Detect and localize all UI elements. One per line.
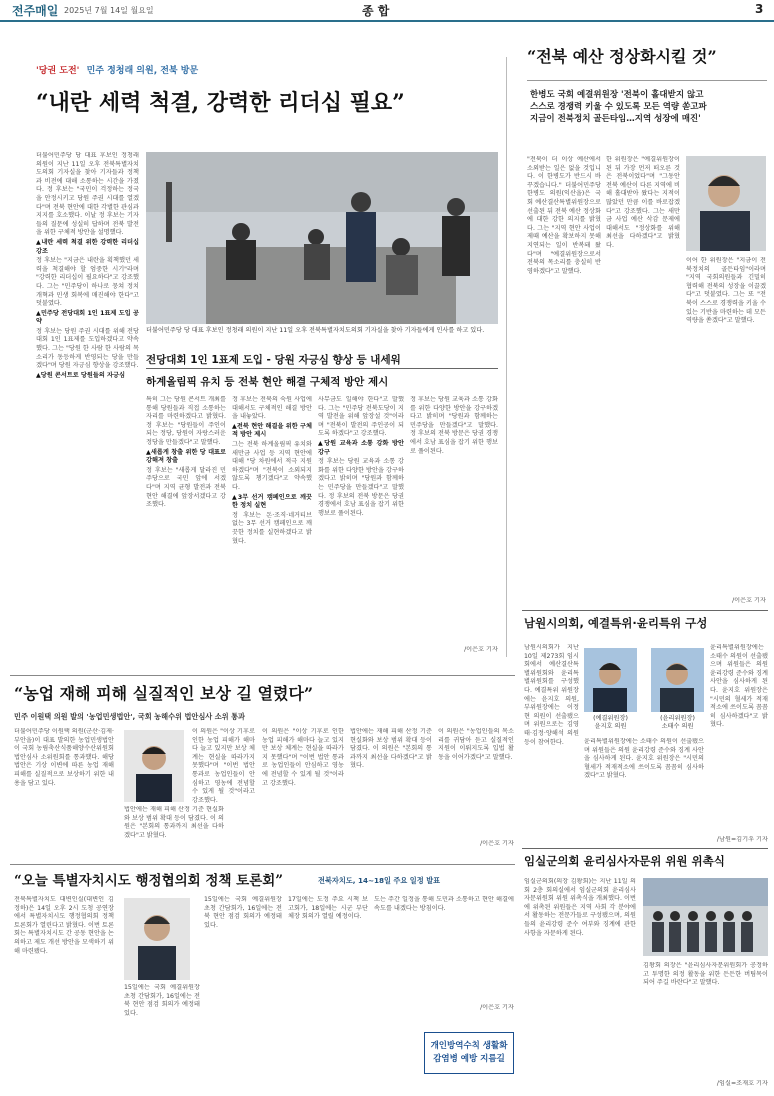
story-col-2: 윤리특별위원장에는 소태수 의원이 선출됐으며 위원들은 의원 윤리강령 준수와 징계 사안을 심사하게 된다. 윤지호 위원장은 "시민의 혈세가 적재적소에 쓰이도록 꼼꼼히 심사하겠다"고 밝혔다. bbox=[710, 644, 768, 729]
story-col-2: 김왕회 의장은 "윤리심사자문위원회가 공정하고 투명한 의정 활동을 위한 든든한 버팀목이 되어 주길 바란다"고 말했다. bbox=[643, 962, 768, 987]
portrait-photo bbox=[584, 648, 637, 712]
portrait-photo bbox=[124, 898, 190, 980]
subhead: ▲민주당 전당대회 1인 1표제 도입 공약 bbox=[36, 309, 139, 326]
story-deck: 민주 이원택 의원 발의 '농업민생법안', 국회 농해수위 법안심사 소위 통과 bbox=[14, 712, 246, 721]
story-col-4: 17일에는 도정 주요 시책 보고회가, 18일에는 시군 부단체장 회의가 열릴 예정이다. bbox=[288, 896, 368, 921]
byline: /이은호 기자 bbox=[732, 597, 766, 604]
story-headline: “농업 재해 피해 실질적인 보상 길 열렸다” bbox=[14, 684, 314, 703]
story-headline: “내란 세력 척결, 강력한 리더십 필요” bbox=[36, 90, 405, 116]
story-col-4: 사무금도 일해야 한다"고 말했다. 그는 "민주당 전북도당이 지역 발전을 위해 앞장설 것"이라며 "전북이 발전의 주인공이 되도록 하겠다"고 강조했다. ▲당원 교육과 소통 강화 방안 강구 정 후보는 당원 교육과 소통 강화를 위한 다양한 방안을 강구하겠다고 밝히며 "당원과 함께하는 민주당을 만들겠다"고 말했다. 정 후보의 전북 방문은 당권 경쟁에서 호남 표심을 잡기 위한 행보로 풀이된다. bbox=[318, 396, 404, 517]
group-photo bbox=[643, 878, 768, 956]
story-col-1: 남원시의회가 지난 10일 제273회 임시회에서 예산결산특별위원회와 윤리특별위원회를 구성했다. 예결특위 위원장에는 윤지호 의원, 부위원장에는 이정현 의원이 선출됐으며 위원으로는 김영태·김정·양해석 의원 등이 참여한다. bbox=[524, 644, 579, 746]
ad-line-1: 개인방역수칙 생활화 bbox=[430, 1041, 508, 1051]
subhead: ▲3무 선거 캠페인으로 깨끗한 정치 실현 bbox=[232, 493, 312, 510]
story-headline: “전북 예산 정상화시킬 것” bbox=[527, 47, 717, 66]
byline: /남원=김기우 기자 bbox=[716, 836, 768, 843]
section-title: 종 합 bbox=[362, 4, 390, 18]
subhead: ▲당원 교육과 소통 강화 방안 강구 bbox=[318, 439, 404, 456]
divider bbox=[522, 848, 768, 849]
meeting-photo bbox=[146, 152, 498, 324]
story-col-1: "전북이 더 이상 예산에서 소외받는 일은 없을 것입니다. 이 한병도가 반드시 바꾸겠습니다." 더불어민주당 한병도 의원(익산을)은 국회 예산결산특별위원장으로 선출된 뒤 전북 예산 정상화에 대한 강한 의지를 밝혔다. 그는 "지역 현안 사업이 제때 예산을 확보하지 못해 지연되는 일이 반복돼 왔다"며 "예결위원장으로서 전북의 목소리를 충실히 반영하겠다"고 말했다. bbox=[527, 156, 601, 275]
ad-line-2: 감염병 예방 지름길 bbox=[433, 1054, 505, 1064]
subhead: ▲전북 현안 해결을 위한 구체적 방안 제시 bbox=[232, 422, 312, 439]
person-portrait bbox=[124, 730, 184, 802]
story-col-5: 이 의원은 "농업인들의 목소리를 귀담아 듣고 실질적인 지원이 이뤄지도록 입법 활동을 이어가겠다"고 말했다. bbox=[438, 728, 514, 761]
byline: /이은호 기자 bbox=[464, 646, 498, 653]
portrait-photo bbox=[686, 156, 766, 251]
divider bbox=[527, 80, 767, 81]
story-col-1: 전북특별자치도 대변인실(대변인 김정하)은 14일 오후 2시 도청 공연장에서 특별자치시도 행정협의회 정책 토론회가 열린다고 밝혔다. 이번 토론회는 특별자치시도 간 공동 현안을 논의하고 제도 개선 방안을 모색하기 위해 마련됐다. bbox=[14, 896, 114, 955]
story-subheadline: 전당대회 1인 1표제 도입 - 당원 자긍심 향상 등 내세워 bbox=[146, 354, 401, 366]
story-col-4: 법안에는 재해 피해 산정 기준 현실화와 보상 범위 확대 등이 담겼다. 이 의원은 "본회의 통과까지 최선을 다하겠다"고 밝혔다. bbox=[350, 728, 432, 770]
kicker-text: 민주 정청래 의원, 전북 방문 bbox=[86, 66, 199, 76]
subhead: ▲당원 콘서트로 당원들의 자긍심 bbox=[36, 371, 125, 379]
issue-date: 2025년 7월 14일 월요일 bbox=[64, 6, 154, 15]
story-headline: “오늘 특별자치시도 행정협의회 정책 토론회” bbox=[14, 873, 284, 889]
photo-caption: 더불어민주당 당 대표 후보인 정청래 의원이 지난 11일 오후 전북특별자치도의회 기자실을 찾아 기자들에게 인사를 하고 있다. bbox=[146, 327, 485, 334]
divider bbox=[10, 864, 515, 865]
group-photo-image bbox=[643, 878, 768, 956]
story-tag: 전북자치도, 14~18일 주요 일정 발표 bbox=[318, 876, 441, 885]
story-col-3: 15일에는 국회 예결위원장 초청 간담회가, 16일에는 전북 현안 점검 회의가 예정돼 있다. bbox=[204, 896, 282, 929]
subhead: ▲새롭게 창출 위한 당 대표로 강해져 창출 bbox=[146, 448, 226, 465]
subhead: ▲내란 세력 척결 위한 강력한 리더십 강조 bbox=[36, 238, 139, 255]
story-col-3: 이어 한 위원장은 "지금이 전북정치의 골든타임"이라며 "지역 국회의원들과 긴밀히 협력해 전북의 성장을 이끌겠다"고 덧붙였다. 그는 또 "전북이 스스로 경쟁력을 키울 수 있는 기반을 마련하는 데 모든 역량을 쏟겠다"고 말했다. bbox=[686, 257, 766, 325]
story-col-3: 이 의원은 "이상 기후로 인한 농업 피해가 해마다 늘고 있지만 보상 체계는 현실을 따라가지 못했다"며 "이번 법안 통과로 농업인들이 안심하고 영농에 전념할 수 있게 될 것"이라고 강조했다. bbox=[262, 728, 344, 787]
story-col-1: 더불어민주당 이원택 의원(군산·김제·부안을)이 대표 발의한 농업민생법안이 국회 농림축산식품해양수산위원회 법안심사 소위원회를 통과했다. 해당 법안은 기상 이변에 따른 농업 재해 피해를 실질적으로 보상하기 위한 내용을 담고 있다. bbox=[14, 728, 114, 787]
story-col-1: 더불어민주당 당 대표 후보인 정청래 의원이 지난 11일 오후 전북특별자치도의회 기자실을 찾아 기자들과 정책과 비전에 대해 소통하는 시간을 가졌다. 정 후보는 "국민이 걱정하는 정국을 안정시키고 당원 주권 시대를 열겠다"며 전북 현안에 대한 각별한 관심과 지지를 호소했다. 이날 정 후보는 기자들의 질문에 성실히 답하며 전북 발전을 위한 구체적 방안을 설명했다. ▲내란 세력 척결 위한 강력한 리더십 강조 정 후보는 "지금은 내란을 획책했던 세력을 척결해야 할 엄중한 시기"라며 "강력한 리더십이 필요하다"고 강조했다. 그는 "민주당이 하나로 뭉쳐 정치개혁과 민생 회복에 매진해야 한다"고 덧붙였다. ▲민주당 전당대회 1인 1표제 도입 공약 정 후보는 당원 주권 시대를 위해 전당대회 1인 1표제를 도입하겠다고 약속했다. 그는 "당원 한 사람 한 사람의 목소리가 동등하게 반영되는 당을 만들겠다"며 당원 자긍심 향상을 강조했다. ▲당원 콘서트로 당원들의 자긍심 bbox=[36, 152, 139, 379]
story-col-5: 정 후보는 당원 교육과 소통 강화를 위한 다양한 방안을 강구하겠다고 밝히며 "당원과 함께하는 민주당을 만들겠다"고 말했다. 정 후보의 전북 방문은 당권 경쟁에서 호남 표심을 잡기 위한 행보로 풀이된다. bbox=[410, 396, 498, 455]
story-col-2b: 이 의원은 "이상 기후로 인한 농업 피해가 해마다 늘고 있지만 보상 체계는 현실을 따라가지 못했다"며 "이번 법안 통과로 농업인들이 안심하고 영농에 전념할 수 있게 될 것"이라고 강조했다. bbox=[192, 728, 255, 804]
divider bbox=[10, 675, 515, 676]
story-col-2: 15일에는 국회 예결위원장 초청 간담회가, 16일에는 전북 현안 점검 회의가 예정돼 있다. bbox=[124, 984, 200, 1017]
byline: /임실=조재호 기자 bbox=[716, 1080, 768, 1087]
photo-caption: (윤리위원장) 소태수 의원 bbox=[660, 715, 695, 730]
person-portrait bbox=[124, 898, 190, 980]
byline: /이은호 기자 bbox=[480, 1004, 514, 1011]
portrait-photo bbox=[124, 730, 184, 802]
story-col-3: 윤리특별위원장에는 소태수 의원이 선출됐으며 위원들은 의원 윤리강령 준수와 징계 사안을 심사하게 된다. 윤지호 위원장은 "시민의 혈세가 적재적소에 쓰이도록 꼼꼼히 심사하겠다"고 밝혔다. bbox=[584, 738, 704, 780]
person-portrait bbox=[686, 156, 766, 251]
divider bbox=[522, 610, 768, 611]
story-col-2: 한 위원장은 "예결위원장이 된 뒤 가장 먼저 떠오른 것은 전북이었다"며 "그동안 전북 예산이 다른 지역에 비해 홀대받아 왔다는 지적이 많았던 만큼 이를 바로잡겠다"고 강조했다. 그는 새만금 사업 예산 삭감 문제에 대해서도 "정상화를 위해 최선을 다하겠다"고 밝혔다. bbox=[606, 156, 680, 249]
story-col-3: 정 후보는 전북의 숙원 사업에 대해서도 구체적인 해결 방안을 내놓았다. ▲전북 현안 해결을 위한 구체적 방안 제시 그는 전북 하계올림픽 유치와 새만금 사업 등 지역 현안에 대해 "당 차원에서 적극 지원하겠다"며 "전북이 소외되지 않도록 챙기겠다"고 약속했다. ▲3무 선거 캠페인으로 깨끗한 정치 실현 정 후보는 돈·조직·네거티브 없는 3무 선거 캠페인으로 깨끗한 정치를 실현하겠다고 밝혔다. bbox=[232, 396, 312, 545]
story-col-2: 법안에는 재해 피해 산정 기준 현실화와 보상 범위 확대 등이 담겼다. 이 의원은 "본회의 통과까지 최선을 다하겠다"고 밝혔다. bbox=[124, 806, 224, 839]
masthead: 전주매일 bbox=[12, 4, 59, 18]
story-deck: 한병도 국회 예결위원장 '전북이 홀대받지 않고 스스로 경쟁력 키울 수 있도록 모든 역량 쏟고파 지금이 전북정치 골든타임…지역 성장에 매진' bbox=[530, 90, 707, 124]
story-headline: 남원시의회, 예결특위·윤리특위 구성 bbox=[524, 616, 708, 630]
story-col-1: 임실군의회(의장 김왕회)는 지난 11일 의회 2층 회의실에서 임실군의회 윤리심사자문위원회 위원 위촉식을 개최했다. 이번에 위촉된 위원들은 지역 사회 각 분야에서 활동하는 전문가들로 구성됐으며, 의원들의 윤리강령 준수 여부와 징계에 관한 사항을 자문하게 된다. bbox=[524, 878, 636, 937]
portrait-photo bbox=[651, 648, 704, 712]
story-photo bbox=[146, 152, 498, 324]
person-portrait bbox=[584, 648, 637, 712]
story-col-2: 특히 그는 당원 콘서트 개최를 통해 당원들과 직접 소통하는 자리를 마련하겠다고 밝혔다. 정 후보는 "당원들이 주인이 되는 정당, 당원이 자랑스러운 정당을 만들겠다"고 말했다. ▲새롭게 창출 위한 당 대표로 강해져 창출 정 후보는 "새롭게 달라진 민주당으로 국민 앞에 서겠다"며 지역 균형 발전과 전북 현안 해결에 앞장서겠다고 강조했다. bbox=[146, 396, 226, 509]
story-kicker bbox=[36, 63, 198, 76]
page-number: 3 bbox=[755, 2, 764, 16]
ad-box bbox=[424, 1032, 514, 1074]
story-headline: 임실군의회 윤리심사자문위 위원 위촉식 bbox=[524, 854, 725, 868]
story-col-5: 도는 주간 일정을 통해 도민과 소통하고 현안 해결에 속도를 내겠다는 방침이다. bbox=[374, 896, 514, 912]
kicker-tag: '당권 도전' bbox=[36, 66, 80, 76]
divider bbox=[146, 368, 498, 369]
photo-caption: (예결위원장) 윤지호 의원 bbox=[593, 715, 628, 730]
person-portrait bbox=[651, 648, 704, 712]
byline: /이은호 기자 bbox=[480, 840, 514, 847]
story-subheadline: 하계올림픽 유치 등 전북 현안 해결 구체적 방안 제시 bbox=[146, 376, 389, 388]
